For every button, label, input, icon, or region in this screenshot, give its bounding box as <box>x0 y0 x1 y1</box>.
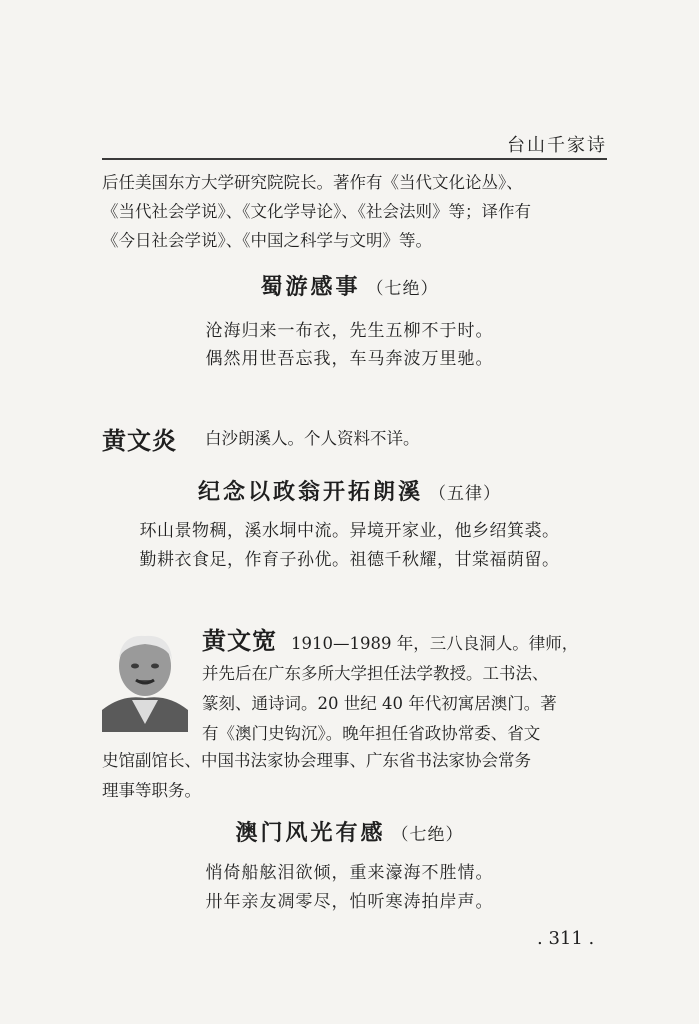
poem-line: 沧海归来一布衣，先生五柳不于时。 <box>205 321 494 341</box>
poet-bio-line: 并先后在广东多所大学担任法学教授。工书法、 <box>202 664 549 683</box>
poem-line: 悄倚船舷泪欲倾，重来濠海不胜情。 <box>205 863 494 883</box>
poem-title <box>0 475 699 506</box>
poet-bio-block <box>202 626 608 749</box>
poem-line: 偶然用世吾忘我，车马奔波万里驰。 <box>205 349 494 369</box>
bio-line <box>202 626 608 659</box>
poem-title-text: 蜀游感事 <box>260 274 361 300</box>
intro-line: 《今日社会学说》、《中国之科学与文明》等。 <box>102 231 432 250</box>
poet-portrait-photo <box>102 628 188 732</box>
poet-bio-line: 有《澳门史钩沉》。晚年担任省政协常委、省文 <box>202 724 541 743</box>
poet-bio-line: 史馆副馆长、中国书法家协会理事、广东省书法家协会常务 <box>102 751 531 770</box>
poem-title <box>0 816 699 847</box>
poem-line: 环山景物稠，溪水垌中流。异境开家业，他乡绍箕裘。 <box>139 521 560 541</box>
poem-title <box>0 270 699 301</box>
poet-name: 黄文宽 <box>202 626 277 655</box>
poem-form: （七绝） <box>391 825 464 845</box>
poem-line: 勤耕衣食足，作育子孙优。祖德千秋耀，甘棠福荫留。 <box>139 550 560 570</box>
intro-line: 《当代社会学说》、《文化学导论》、《社会法则》等；译作有 <box>102 202 531 221</box>
poem-title-text: 澳门风光有感 <box>235 820 386 846</box>
poem-form: （五律） <box>429 484 501 504</box>
running-header-title: 台山千家诗 <box>507 135 607 156</box>
poet-bio: 白沙朗溪人。个人资料不详。 <box>205 429 420 448</box>
intro-line: 后任美国东方大学研究院院长。著作有《当代文化论丛》、 <box>102 173 523 192</box>
poem-form: （七绝） <box>366 279 439 299</box>
poet-bio-line: 1910—1989 年，三八良洞人。律师， <box>291 634 579 653</box>
poem-line: 卅年亲友凋零尽，怕听寒涛拍岸声。 <box>205 892 494 912</box>
poet-bio-continuation <box>102 746 608 806</box>
poet-name: 黄文炎 <box>102 426 177 455</box>
page-number: . 311 . <box>537 928 595 949</box>
header-rule <box>102 158 607 160</box>
intro-paragraph <box>102 168 608 255</box>
poem-title-text: 纪念以政翁开拓朗溪 <box>197 479 423 505</box>
poet-bio-line: 理事等职务。 <box>102 781 201 800</box>
poet-bio-line: 篆刻、通诗词。20 世纪 40 年代初寓居澳门。著 <box>202 694 557 713</box>
